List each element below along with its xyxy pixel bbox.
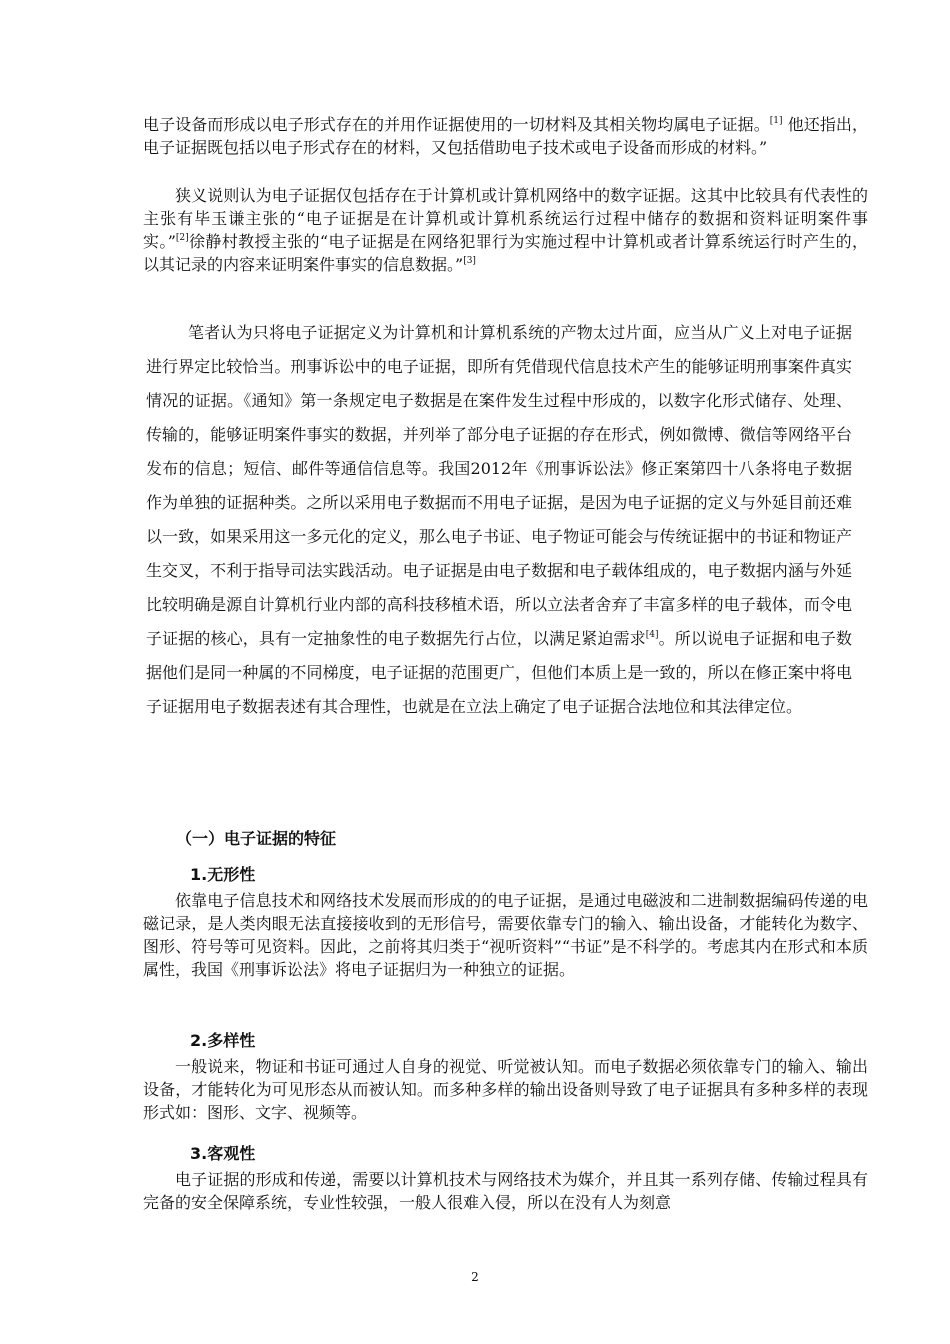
page-number: 2 — [471, 1270, 479, 1284]
paragraph-text: 。所以说电子证据和电子数据他们是同一种属的不同梯度，电子证据的范围更广，但他们本质上是一致的，所以在修正案中将电子证据用电子数据表述有其合理性，也就是在立法上确定了电子证据合法地位和其法律定位。 — [146, 629, 852, 716]
paragraph-text: 笔者认为只将电子证据定义为计算机和计算机系统的产物太过片面，应当从广义上对电子证据进行界定比较恰当。刑事诉讼中的电子证据，即所有凭借现代信息技术产生的能够证明刑事案件真实情况的证据。《通知》第一条规定电子数据是在案件发生过程中形成的，以数字化形式储存、处理、传输的，能够证明案件事实的数据，并列举了部分电子证据的存在形式，例如微博、微信等网络平台发布的信息；短信、邮件等通信信息等。我国2012年《刑事诉讼法》修正案第四十八条将电子数据作为单独的证据种类。之所以采用电子数据而不用电子证据，是因为电子证据的定义与外延目前还难以一致，如果采用这一多元化的定义，那么电子书证、电子物证可能会与传统证据中的书证和物证产生交叉，不利于指导司法实践活动。电子证据是由电子数据和电子载体组成的，电子数据内涵与外延比较明确是源自计算机行业内部的高科技移植术语，所以立法者舍弃了丰富多样的电子载体，而令电子证据的核心，具有一定抽象性的电子数据先行占位，以满足紧迫需求 — [146, 323, 852, 648]
citation-ref: [4] — [645, 630, 659, 640]
citation-ref: [1] — [769, 116, 783, 126]
paragraph-text: 狭义说则认为电子证据仅包括存在于计算机或计算机网络中的数字证据。这其中比较具有代表性的主张有毕玉谦主张的“电子证据是在计算机或计算机系统运行过程中储存的数据和资料证明案件事实。” — [143, 186, 868, 251]
section-heading: （一）电子证据的特征 — [176, 829, 337, 848]
citation-ref: [2] — [175, 233, 189, 243]
paragraph-text: 徐静村教授主张的“电子证据是在网络犯罪行为实施过程中计算机或者计算系统运行时产生的，以其记录的内容来证明案件事实的信息数据。” — [143, 232, 868, 274]
feature-heading-diversity: 2.多样性 — [190, 1031, 256, 1050]
feature-heading-objectivity: 3.客观性 — [190, 1144, 256, 1163]
feature-text-intangibility: 依靠电子信息技术和网络技术发展而形成的的电子证据，是通过电磁波和二进制数据编码传递的电磁记录，是人类肉眼无法直接接收到的无形信号，需要依靠专门的输入、输出设备，才能转化为数字、图形、符号等可见资料。因此，之前将其归类于“视听资料”“书证”是不科学的。考虑其内在形式和本质属性，我国《刑事诉讼法》将电子证据归为一种独立的证据。 — [143, 891, 868, 979]
feature-heading-intangibility: 1.无形性 — [190, 865, 256, 884]
citation-ref: [3] — [463, 256, 476, 266]
paragraph-continuation — [143, 113, 868, 159]
paragraph-text: 电子设备而形成以电子形式存在的并用作证据使用的一切材料及其相关物均属电子证据。 — [143, 115, 770, 134]
feature-text-objectivity: 电子证据的形成和传递，需要以计算机技术与网络技术为媒介，并且其一系列存储、传输过程具有完备的安全保障系统，专业性较强，一般人很难入侵，所以在没有人为刻意 — [143, 1170, 868, 1212]
feature-text-diversity: 一般说来，物证和书证可通过人自身的视觉、听觉被认知。而电子数据必须依靠专门的输入、输出设备，才能转化为可见形态从而被认知。而多种多样的输出设备则导致了电子证据具有多种多样的表现形式如：图形、文字、视频等。 — [143, 1057, 868, 1122]
paragraph-text: 他还指出，电子证据既包括以电子形式存在的材料，又包括借助电子技术或电子设备而形成的材料。” — [143, 115, 868, 157]
paragraph-narrow-definition — [143, 184, 868, 276]
paragraph-author-view — [146, 316, 852, 724]
